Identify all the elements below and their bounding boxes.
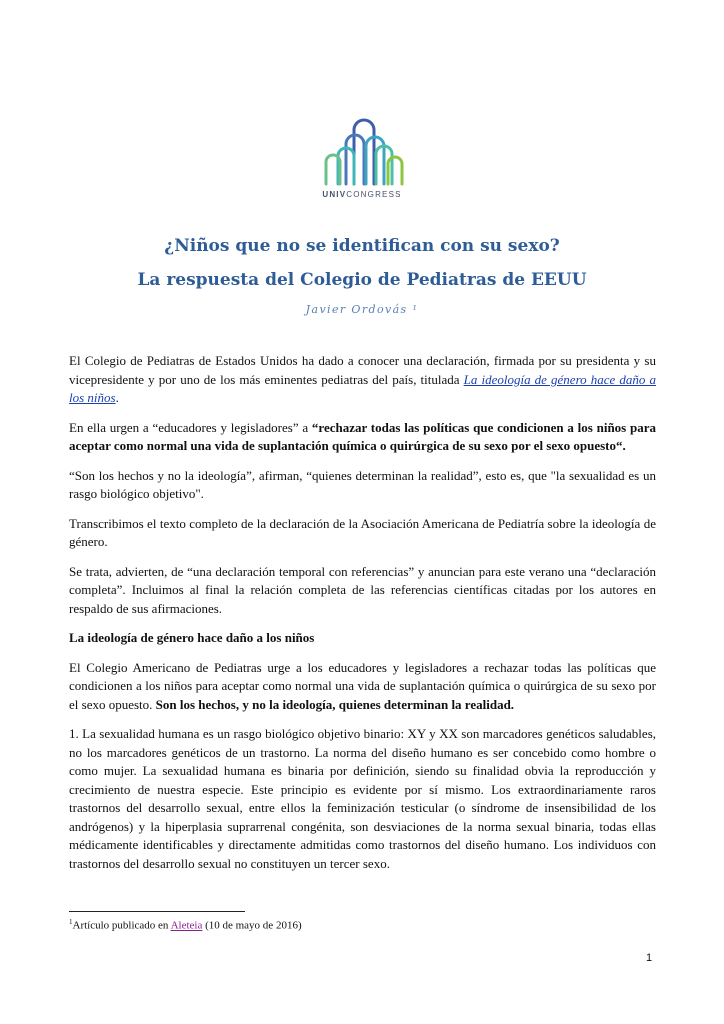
urge-quote: “rechazar todas las políticas que condicionen a los niños para aceptar como normal una vida de suplantación química o quirúrgica de su sexo por el sexo opuesto“. (69, 419, 657, 453)
college-text: El Colegio Americano de Pediatras urge a los educadores y legisladores a rechazar todas las políticas que condicionen a los niños para aceptar como normal una vida de suplantación química o quirúrgica de su sexo por el sexo opuesto. (69, 659, 656, 712)
urge-text: En ella urgen a “educadores y legisladores” a (69, 419, 312, 435)
footnote-date: (10 de mayo de 2016) (202, 919, 302, 932)
logo-arches-icon (318, 112, 408, 190)
title-line-1: ¿Niños que no se identifican con su sexo? (164, 236, 560, 256)
intro-end: . (115, 390, 119, 405)
univcongress-logo (318, 112, 408, 202)
article-body (69, 352, 656, 884)
declaration-link[interactable]: La ideología de género hace daño a los niños (69, 371, 656, 405)
brand-rest: CONGRESS (346, 190, 402, 199)
aleteia-link[interactable]: Aleteia (170, 919, 203, 932)
intro-text: El Colegio de Pediatras de Estados Unidos ha dado a conocer una declaración, firmada por su presidenta y su vicepresidente y por uno de los más eminentes pediatras del país, titulada (69, 353, 656, 387)
paragraph-transcribe: Transcribimos el texto completo de la declaración de la Asociación Americana de Pediatría sobre la ideología de género. (69, 515, 656, 549)
paragraph-facts: “Son los hechos y no la ideología”, afirman, “quienes determinan la realidad”, esto es, que "la sexualidad es un rasgo biológico objetivo". (69, 467, 656, 501)
paragraph-intro (69, 352, 656, 408)
section-heading: La ideología de género hace daño a los niños (69, 630, 315, 645)
footnote (69, 918, 302, 932)
footnote-text: Artículo publicado en (72, 919, 171, 932)
author: Javier Ordovás ¹ (305, 303, 419, 316)
brand-bold: UNIV (322, 190, 347, 199)
college-bold: Son los hechos, y no la ideología, quienes determinan la realidad. (155, 696, 515, 712)
brand-name (0, 190, 724, 199)
paragraph-urge (69, 419, 656, 456)
paragraph-point-1: 1. La sexualidad humana es un rasgo biológico objetivo binario: XY y XX son marcadores genéticos saludables, no los marcadores genéticos de un trastorno. La norma del diseño humano es ser concebido como hombre o como mujer. La sexualidad humana es binaria por definición, siendo su finalidad obvia la reproducción y crecimiento de nuestra especie. Este principio es evidente por sí mismo. Los extraordinariamente raros trastornos del desarrollo sexual, entre ellos la feminización testicular (o síndrome de insensibilidad de los andrógenos) y la hiperplasia suprarrenal congénita, son desviaciones de la norma sexual binaria, todas ellas médicamente identificables y directamente admitidas como trastornos del diseño humano. Los individuos con trastornos del desarrollo sexual no constituyen un tercer sexo. (69, 726, 656, 871)
footnote-marker: 1 (69, 918, 73, 926)
footnote-divider (69, 911, 245, 912)
title-line-2: La respuesta del Colegio de Pediatras de EEUU (137, 270, 587, 290)
paragraph-college (69, 659, 656, 715)
paragraph-temporal: Se trata, advierten, de “una declaración temporal con referencias” y anuncian para este verano una “declaración completa”. Incluimos al final la relación completa de las referencias científicas citadas por los autores en respaldo de sus afirmaciones. (69, 563, 656, 616)
page-number: 1 (646, 952, 653, 964)
